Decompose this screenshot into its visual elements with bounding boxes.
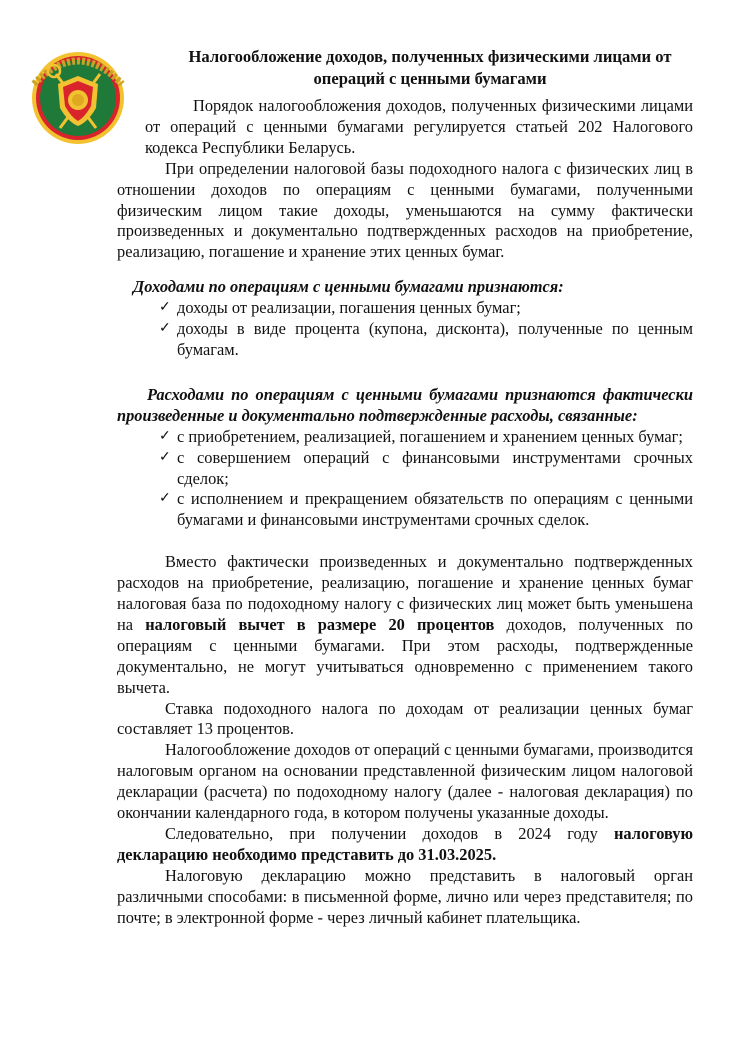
list-item: ✓ доходы от реализации, погашения ценных бумаг; (159, 298, 521, 318)
document-title (150, 46, 710, 90)
income-list (117, 298, 693, 361)
checkmark-icon: ✓ (159, 449, 171, 465)
tax-base-paragraph: При определении налоговой базы подоходного налога с физических лиц в отношении доходов по операциям с ценными бумагами, полученными физическим лицом такие доходы, уменьшаются на сумму фактически произведенных и документально подтвержденных расходов на приобретение, реализацию, погашение и хранение этих ценных бумаг. (117, 158, 693, 262)
submission-paragraph: Налоговую декларацию можно представить в налоговый орган различными способами: в письменной форме, лично или через представителя; по почте; в электронной форме - через личный кабинет плательщика. (117, 865, 693, 927)
deadline-highlight: налоговую декларацию необходимо представить до 31.03.2025. (117, 824, 693, 864)
list-item: ✓ доходы в виде процента (купона, дисконта), полученные по ценным бумагам. (159, 319, 693, 359)
deadline-paragraph: Следовательно, при получении доходов в 2024 году налоговую декларацию необходимо представить до 31.03.2025. (117, 824, 693, 864)
expense-section-heading: Расходами по операциям с ценными бумагами признаются фактически произведенные и документально подтвержденные расходы, связанные: (117, 384, 693, 425)
list-item: ✓ с исполнением и прекращением обязательств по операциям с ценными бумагами и финансовыми инструментами срочных сделок. (159, 489, 693, 530)
checkmark-icon: ✓ (159, 321, 171, 337)
tax-authority-emblem-icon (26, 44, 130, 148)
intro-paragraph: Порядок налогообложения доходов, полученных физическими лицами от операций с ценными бумагами регулируется статьей 202 Налогового кодекса Республики Беларусь. (145, 96, 693, 157)
expense-list (117, 427, 693, 532)
title-line-1: Налогообложение доходов, полученных физическими лицами от (188, 47, 672, 66)
list-item: ✓ с совершением операций с финансовыми инструментами срочных сделок; (159, 447, 693, 488)
checkmark-icon: ✓ (159, 300, 171, 316)
tax-rate-paragraph: Ставка подоходного налога по доходам от реализации ценных бумаг составляет 13 процентов. (117, 698, 693, 739)
deduction-paragraph: Вместо фактически произведенных и документально подтвержденных расходов на приобретение, реализацию, погашение и хранение ценных бумаг налоговая база по подоходному налогу с физических лиц может быть уменьшена на налоговый вычет в размере 20 процентов доходов, полученных по операциям с ценными бумагами. При этом расходы, подтвержденные документально, не могут учитываться одновременно с применением такого вычета. (117, 552, 693, 697)
title-line-2: операций с ценными бумагами (313, 69, 547, 88)
document-body (117, 96, 693, 929)
checkmark-icon: ✓ (159, 428, 171, 444)
deduction-highlight: налоговый вычет в размере 20 процентов (145, 614, 495, 634)
taxation-paragraph: Налогообложение доходов от операций с ценными бумагами, производится налоговым органом на основании представленной физическим лицом налоговой декларации (расчета) по подоходному налогу (далее - налоговая декларация) по окончании календарного года, в котором получены указанные доходы. (117, 740, 693, 823)
income-section-heading: Доходами по операциям с ценными бумагами признаются: (133, 277, 564, 297)
list-item: ✓ с приобретением, реализацией, погашением и хранением ценных бумаг; (159, 426, 683, 446)
checkmark-icon: ✓ (159, 491, 171, 507)
